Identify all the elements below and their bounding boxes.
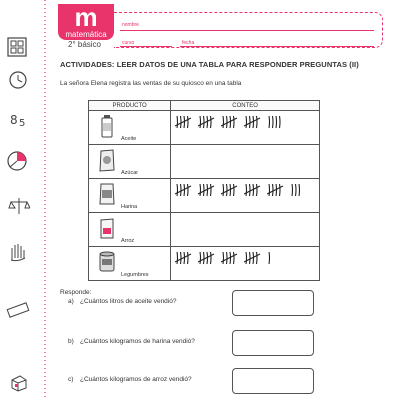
tally-cell — [171, 179, 320, 213]
table-row — [89, 111, 320, 145]
tally-cell — [171, 145, 320, 179]
course-field-line[interactable] — [120, 46, 172, 47]
question-text: ¿Cuántos litros de aceite vendió? — [80, 298, 177, 305]
tally-group-mark — [244, 251, 262, 265]
date-field-label: fecha — [182, 40, 195, 46]
tally-marks — [175, 183, 317, 210]
product-name: Aceite — [121, 136, 137, 142]
question-text: ¿Cuántos kilogramos de harina vendió? — [80, 338, 195, 345]
tally-cell — [171, 111, 320, 145]
tally-group-mark — [244, 115, 262, 129]
questions-heading: Responde: — [60, 289, 92, 296]
tally-group-mark — [175, 183, 193, 197]
course-field-label: curso — [122, 40, 135, 46]
question-marker: a) — [68, 298, 74, 305]
table-row — [89, 179, 320, 213]
question-marker: b) — [68, 338, 74, 345]
brand-logo — [58, 4, 114, 40]
scale-icon — [8, 195, 30, 217]
legumes-can-icon — [99, 250, 115, 274]
clock-icon — [8, 70, 28, 90]
tally-group-mark — [267, 183, 285, 197]
ruler-icon — [6, 300, 30, 320]
pie-chart-icon — [6, 150, 28, 172]
tally-group-mark — [221, 183, 239, 197]
sidebar-doodles — [0, 0, 44, 400]
worksheet-intro: La señora Elena registra las ventas de su quiosco en una tabla — [60, 80, 242, 87]
date-field-line[interactable] — [180, 46, 374, 47]
sidebar-divider — [44, 0, 46, 400]
grade-label: 2° básico — [68, 40, 101, 49]
tally-marks — [175, 217, 317, 244]
question-marker: c) — [68, 376, 74, 383]
tally-group-mark — [175, 251, 193, 265]
answer-box[interactable] — [232, 330, 314, 356]
product-column-header: PRODUCTO — [89, 101, 171, 111]
tally-group-mark — [198, 183, 216, 197]
table-row — [89, 213, 320, 247]
brand-letter: m — [74, 2, 98, 32]
abacus-icon — [6, 36, 28, 58]
product-name: Legumbres — [121, 272, 149, 278]
tally-group-mark — [198, 251, 216, 265]
tally-marks — [175, 115, 317, 142]
tally-single-marks — [267, 115, 285, 129]
answer-box[interactable] — [232, 368, 314, 394]
hand-icon — [6, 240, 28, 262]
worksheet-title: ACTIVIDADES: LEER DATOS DE UNA TABLA PARA RESPONDER PREGUNTAS (II) — [60, 60, 359, 69]
tally-group-mark — [221, 115, 239, 129]
tally-group-mark — [198, 115, 216, 129]
name-field-line[interactable] — [120, 30, 374, 31]
rice-bag-icon — [99, 216, 115, 240]
tally-marks — [175, 251, 317, 278]
flour-bag-icon — [99, 182, 115, 206]
tally-cell — [171, 247, 320, 281]
tally-single-marks — [290, 183, 308, 197]
name-field-label: nombre — [122, 22, 139, 28]
cube-icon — [8, 372, 28, 392]
number-blocks-icon — [8, 110, 30, 130]
svg-text:5: 5 — [19, 118, 26, 129]
tally-group-mark — [175, 115, 193, 129]
product-cell — [89, 111, 171, 145]
product-cell — [89, 213, 171, 247]
table-row — [89, 145, 320, 179]
tally-cell — [171, 213, 320, 247]
product-name: Arroz — [121, 238, 135, 244]
product-cell — [89, 247, 171, 281]
tally-group-mark — [221, 251, 239, 265]
sales-table — [88, 100, 320, 281]
question-text: ¿Cuántos kilogramos de arroz vendió? — [80, 376, 192, 383]
product-name: Azúcar — [121, 170, 139, 176]
product-cell — [89, 179, 171, 213]
oil-bottle-icon — [99, 114, 115, 138]
table-row — [89, 247, 320, 281]
tally-group-mark — [244, 183, 262, 197]
sugar-bag-icon — [99, 148, 115, 172]
product-name: Harina — [121, 204, 138, 210]
svg-text:8: 8 — [10, 113, 18, 127]
tally-single-marks — [267, 251, 285, 265]
tally-marks — [175, 149, 317, 176]
brand-subtitle: matemática — [65, 30, 107, 39]
count-column-header: CONTEO — [171, 101, 320, 111]
answer-box[interactable] — [232, 290, 314, 316]
product-cell — [89, 145, 171, 179]
